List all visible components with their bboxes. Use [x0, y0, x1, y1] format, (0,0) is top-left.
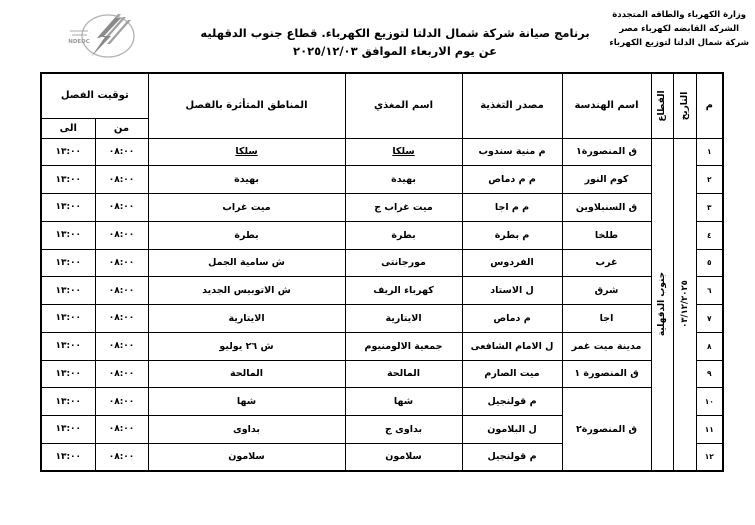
col-header-sector-label: القطاع	[657, 90, 668, 122]
areas-cell: الايتارية	[148, 305, 345, 333]
engineering-cell: كوم النور	[562, 166, 651, 194]
table-body	[41, 138, 723, 471]
row-number-cell: ٣	[696, 194, 723, 222]
time-to-cell: ١٣:٠٠	[41, 416, 95, 444]
row-number-cell: ٢	[696, 166, 723, 194]
areas-cell: سلامون	[148, 443, 345, 471]
col-header-sector	[651, 73, 673, 138]
engineering-cell: اجا	[562, 305, 651, 333]
col-header-timing: توقيت الفصل	[41, 73, 148, 118]
time-to-cell: ١٣:٠٠	[41, 138, 95, 166]
feed-source-cell: م بطرة	[462, 221, 562, 249]
feed-source-cell: م قولنجيل	[462, 443, 562, 471]
feeder-cell: بداوى ج	[345, 416, 462, 444]
engineering-cell: مدينة ميت غمر	[562, 332, 651, 360]
feeder-cell: بهيدة	[345, 166, 462, 194]
feed-source-cell: م قولنجيل	[462, 388, 562, 416]
feed-source-cell: ل البلامون	[462, 416, 562, 444]
col-header-feed-source: مصدر التغذية	[462, 73, 562, 138]
time-to-cell: ١٣:٠٠	[41, 277, 95, 305]
areas-cell: بداوى	[148, 416, 345, 444]
time-to-cell: ١٣:٠٠	[41, 332, 95, 360]
row-number-cell: ١١	[696, 416, 723, 444]
feeder-cell: بطرة	[345, 221, 462, 249]
time-to-cell: ١٣:٠٠	[41, 194, 95, 222]
col-header-from: من	[95, 118, 148, 138]
table-row	[41, 249, 723, 277]
feed-source-cell: ل الاستاد	[462, 277, 562, 305]
time-from-cell: ٠٨:٠٠	[95, 416, 148, 444]
col-header-engineering: اسم الهندسة	[562, 73, 651, 138]
col-header-to: الى	[41, 118, 95, 138]
lightning-logo-icon	[60, 9, 142, 63]
time-from-cell: ٠٨:٠٠	[95, 388, 148, 416]
areas-cell: المالحة	[148, 360, 345, 388]
feed-source-cell: الفردوس	[462, 249, 562, 277]
feeder-cell: مورجانتى	[345, 249, 462, 277]
time-to-cell: ١٣:٠٠	[41, 249, 95, 277]
row-number-cell: ٤	[696, 221, 723, 249]
col-header-date	[673, 73, 696, 138]
org-line-holding: الشركه القابضه لكهرباء مصر	[619, 24, 740, 34]
title-line-1: برنامج صيانة شركة شمال الدلتا لتوزيع الكهرباء. قطاع جنوب الدقهليه	[200, 26, 590, 40]
date-value: ٠٣/١٢/٢٠٢٥	[679, 280, 690, 329]
feeder-cell: ميت غراب ج	[345, 194, 462, 222]
title-line-2: عن يوم الاربعاء الموافق ٢٠٢٥/١٢/٠٣	[293, 44, 497, 58]
time-to-cell: ١٣:٠٠	[41, 360, 95, 388]
row-number-cell: ٧	[696, 305, 723, 333]
header-row-main	[41, 73, 723, 118]
time-to-cell: ١٣:٠٠	[41, 388, 95, 416]
table-row	[41, 277, 723, 305]
feeder-cell: الايتارية	[345, 305, 462, 333]
table-row	[41, 332, 723, 360]
time-from-cell: ٠٨:٠٠	[95, 166, 148, 194]
engineering-cell: ق المنصورة ١	[562, 360, 651, 388]
table-row	[41, 166, 723, 194]
time-from-cell: ٠٨:٠٠	[95, 249, 148, 277]
time-from-cell: ٠٨:٠٠	[95, 138, 148, 166]
areas-cell: بهيدة	[148, 166, 345, 194]
org-line-ministry: وزارة الكهرباء والطاقه المتجددة	[612, 10, 747, 20]
col-header-feeder: اسم المغذي	[345, 73, 462, 138]
feeder-cell: المالحة	[345, 360, 462, 388]
engineering-cell: ق المنصورة١	[562, 138, 651, 166]
date-merged-cell	[673, 138, 696, 471]
areas-cell: سلكا	[148, 138, 345, 166]
table-row	[41, 360, 723, 388]
col-header-num: م	[696, 73, 723, 138]
areas-cell: ش سامية الجمل	[148, 249, 345, 277]
feed-source-cell: م م دماص	[462, 166, 562, 194]
time-from-cell: ٠٨:٠٠	[95, 360, 148, 388]
feeder-cell: سلكا	[345, 138, 462, 166]
table-row	[41, 138, 723, 166]
time-to-cell: ١٣:٠٠	[41, 166, 95, 194]
table-row	[41, 388, 723, 416]
sector-value: جنوب الدقهلية	[657, 272, 668, 337]
table-row	[41, 194, 723, 222]
schedule-table-container	[40, 72, 724, 472]
row-number-cell: ٩	[696, 360, 723, 388]
time-from-cell: ٠٨:٠٠	[95, 443, 148, 471]
time-to-cell: ١٣:٠٠	[41, 443, 95, 471]
time-from-cell: ٠٨:٠٠	[95, 221, 148, 249]
feed-source-cell: ميت الصارم	[462, 360, 562, 388]
engineering-cell: طلخا	[562, 221, 651, 249]
feed-source-cell: م م اجا	[462, 194, 562, 222]
document-title	[160, 24, 630, 60]
time-to-cell: ١٣:٠٠	[41, 305, 95, 333]
table-row	[41, 221, 723, 249]
engineering-cell: شرق	[562, 277, 651, 305]
org-line-company: شركة شمال الدلتا لتوزيع الكهرباء	[609, 38, 749, 48]
time-from-cell: ٠٨:٠٠	[95, 332, 148, 360]
col-header-areas: المناطق المتأثرة بالفصل	[148, 73, 345, 138]
col-header-date-label: التاريخ	[679, 91, 690, 121]
row-number-cell: ٥	[696, 249, 723, 277]
row-number-cell: ١	[696, 138, 723, 166]
org-header	[609, 8, 749, 50]
sector-merged-cell	[651, 138, 673, 471]
feeder-cell: جمعية الالومنيوم	[345, 332, 462, 360]
engineering-cell: غرب	[562, 249, 651, 277]
areas-cell: ميت غراب	[148, 194, 345, 222]
schedule-table	[40, 72, 724, 472]
row-number-cell: ٦	[696, 277, 723, 305]
feeder-cell: كهرباء الريف	[345, 277, 462, 305]
time-from-cell: ٠٨:٠٠	[95, 305, 148, 333]
logo-acronym: NDEDC	[68, 39, 90, 45]
engineering-cell: ق المنصورة٢	[562, 388, 651, 471]
feeder-cell: سلامون	[345, 443, 462, 471]
areas-cell: شها	[148, 388, 345, 416]
row-number-cell: ١٠	[696, 388, 723, 416]
company-logo	[60, 9, 142, 63]
table-row	[41, 305, 723, 333]
row-number-cell: ١٢	[696, 443, 723, 471]
feeder-cell: شها	[345, 388, 462, 416]
time-to-cell: ١٣:٠٠	[41, 221, 95, 249]
areas-cell: بطرة	[148, 221, 345, 249]
feed-source-cell: م دماص	[462, 305, 562, 333]
areas-cell: ش الاتوبيس الجديد	[148, 277, 345, 305]
time-from-cell: ٠٨:٠٠	[95, 194, 148, 222]
engineering-cell: ق السنبلاوين	[562, 194, 651, 222]
feed-source-cell: ل الامام الشافعى	[462, 332, 562, 360]
time-from-cell: ٠٨:٠٠	[95, 277, 148, 305]
feed-source-cell: م منية سندوب	[462, 138, 562, 166]
areas-cell: ش ٢٦ يوليو	[148, 332, 345, 360]
row-number-cell: ٨	[696, 332, 723, 360]
